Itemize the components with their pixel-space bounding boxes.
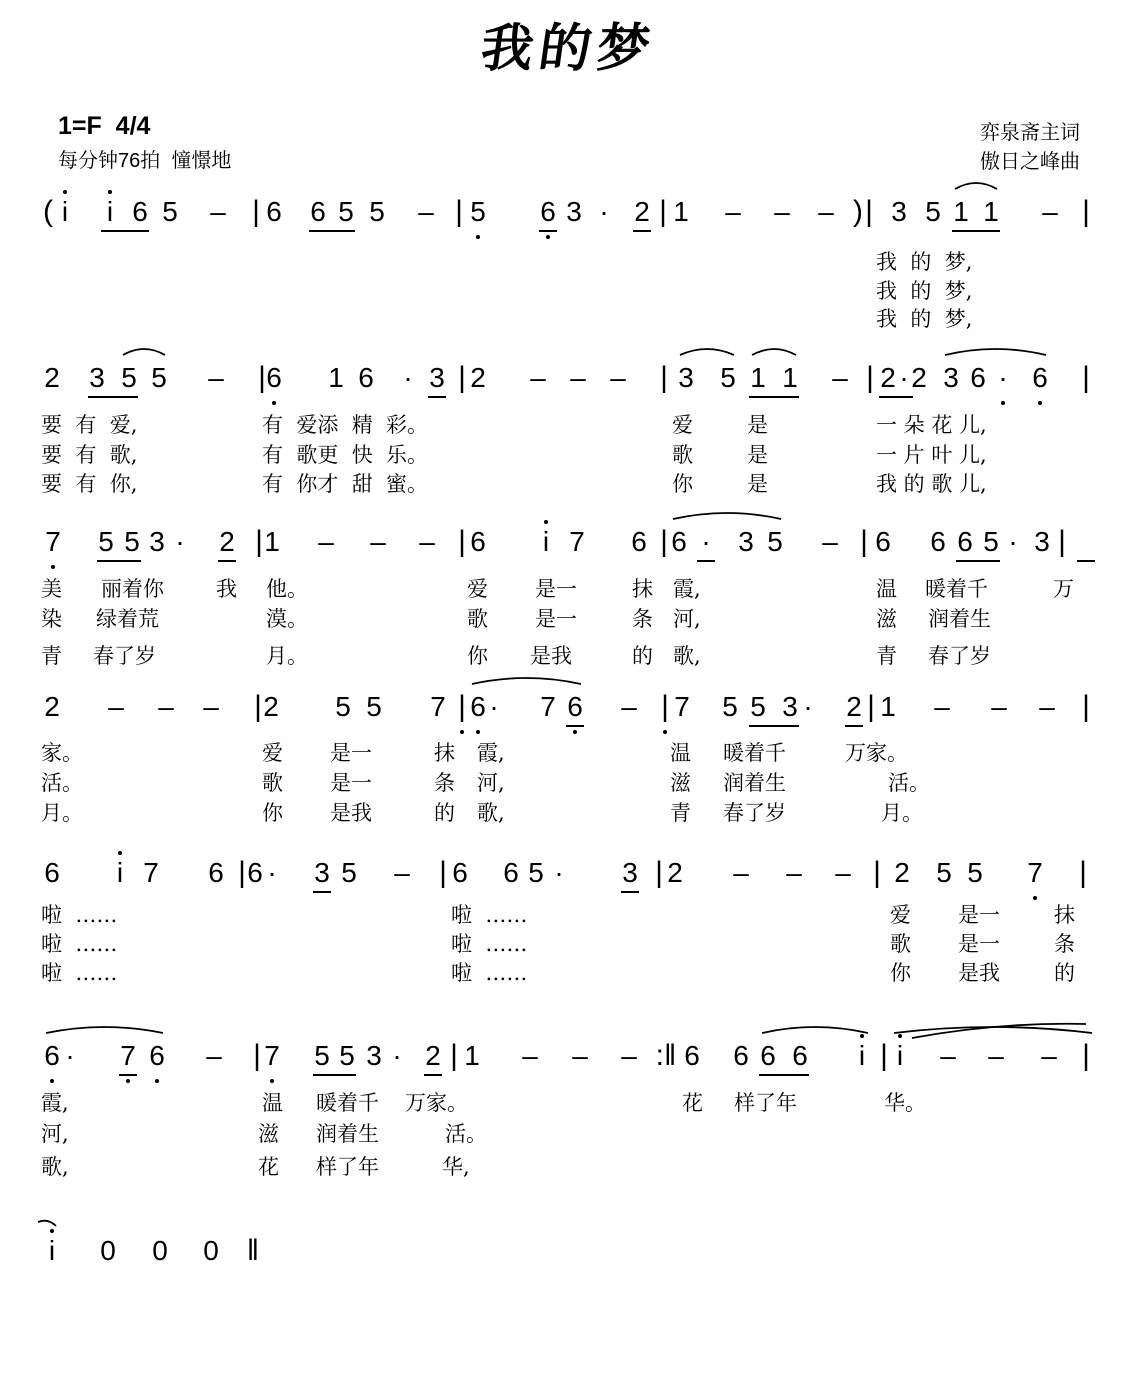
lyric-syllable: 青 (41, 644, 62, 668)
note: 6 (567, 691, 583, 722)
tie-slur (955, 183, 997, 189)
note: – (418, 196, 434, 227)
lyric-syllable: 是一 (535, 577, 577, 601)
note: 5 (121, 362, 137, 393)
barline: | (252, 195, 260, 228)
note: 3 (366, 1040, 382, 1071)
note: – (570, 362, 586, 393)
note: · (65, 1040, 75, 1071)
lyric-syllable: 绿着荒 (96, 607, 159, 631)
note: – (934, 691, 950, 722)
barline: | (860, 525, 868, 558)
tie-slur (472, 678, 581, 684)
note: 6 (957, 526, 973, 557)
note: – (774, 196, 790, 227)
note: 7 (569, 526, 585, 557)
tie-slur (762, 1027, 868, 1033)
barline: | (1082, 1039, 1090, 1072)
lyric-syllable: 华, (442, 1155, 470, 1179)
note: 3 (89, 362, 105, 393)
lyric-syllable: 一 片 叶 儿, (876, 443, 987, 467)
note: 5 (720, 362, 736, 393)
barline: | (458, 361, 466, 394)
note: 6 (760, 1040, 776, 1071)
note: – (786, 857, 802, 888)
barline: | (238, 856, 246, 889)
note: – (108, 691, 124, 722)
tie-slur (673, 513, 781, 519)
lyric-syllable: 我 (216, 577, 237, 601)
lyric-syllable: 样了年 (316, 1155, 379, 1179)
note: – (394, 857, 410, 888)
lyric-syllable: 活。 (41, 771, 83, 795)
note: · (599, 196, 609, 227)
note: 0 (100, 1235, 116, 1266)
lyric-syllable: 要 有 歌, (41, 443, 138, 467)
note: · (489, 691, 499, 722)
note: 6 (149, 1040, 165, 1071)
lyric-syllable: 条 (434, 771, 455, 795)
barline: | (866, 361, 874, 394)
note: – (621, 1040, 637, 1071)
note: · (554, 857, 564, 888)
lyricist-credit: 弈泉斋主词 (980, 122, 1080, 144)
note: – (621, 691, 637, 722)
note: 2 (263, 691, 279, 722)
lyric-line: 我 的 梦, (876, 279, 973, 303)
note: 5 (366, 691, 382, 722)
note: – (818, 196, 834, 227)
tie-slur (912, 1024, 1086, 1038)
lyric-syllable: 抹 (1054, 903, 1075, 927)
note: 1 (983, 196, 999, 227)
note: 7 (264, 1040, 280, 1071)
note: · (267, 857, 277, 888)
note: 3 (314, 857, 330, 888)
barline: | (255, 525, 263, 558)
lyric-syllable: 润着生 (928, 607, 991, 631)
note: 6 (671, 526, 687, 557)
lyric-syllable: 有 爱添 精 彩。 (262, 413, 429, 437)
note: – (210, 196, 226, 227)
lyric-syllable: 样了年 (734, 1091, 797, 1115)
lyric-syllable: 万家。 (845, 741, 908, 765)
barline: | (659, 195, 667, 228)
note: 5 (338, 196, 354, 227)
lyric-syllable: 暖着千 (723, 741, 786, 765)
lyric-syllable: 润着生 (723, 771, 786, 795)
note: 3 (149, 526, 165, 557)
lyric-syllable: 条 (632, 607, 653, 631)
note: 6 (208, 857, 224, 888)
note: 7 (45, 526, 61, 557)
lyric-syllable: 温 (876, 577, 897, 601)
lyric-syllable: 的 (1054, 961, 1075, 985)
note: 2 (894, 857, 910, 888)
note: · (1008, 526, 1018, 557)
note: 6 (540, 196, 556, 227)
note: 6 (470, 526, 486, 557)
barline: | (254, 690, 262, 723)
lyric-syllable: 河, (41, 1122, 69, 1146)
lyric-syllable: 滋 (670, 771, 691, 795)
note: 7 (674, 691, 690, 722)
note: – (940, 1040, 956, 1071)
tie-slur (123, 349, 165, 355)
note: i (858, 1040, 866, 1071)
barline: :‖ (655, 1039, 677, 1072)
tie-slur (680, 349, 734, 355)
lyric-syllable: 有 你才 甜 蜜。 (262, 472, 429, 496)
barline: | (1082, 361, 1090, 394)
note: 1 (328, 362, 344, 393)
note: 5 (750, 691, 766, 722)
note: 6 (631, 526, 647, 557)
lyric-syllable: 月。 (266, 644, 308, 668)
lyric-syllable: 啦 …… (451, 932, 528, 956)
note: – (370, 526, 386, 557)
lyric-syllable: 润着生 (316, 1122, 379, 1146)
lyric-syllable: 要 有 爱, (41, 413, 138, 437)
note: – (733, 857, 749, 888)
lyric-syllable: 啦 …… (41, 961, 118, 985)
lyric-syllable: 温 (670, 741, 691, 765)
note: i (48, 1235, 56, 1266)
lyric-syllable: 春了岁 (723, 801, 786, 825)
lyric-syllable: 春了岁 (928, 644, 991, 668)
lyric-syllable: 是 (747, 443, 768, 467)
note: – (988, 1040, 1004, 1071)
lyric-syllable: 春了岁 (93, 644, 156, 668)
note: – (419, 526, 435, 557)
note: · (403, 362, 413, 393)
lyric-syllable: 你 (672, 472, 693, 496)
lyric-syllable: 抹 (434, 741, 455, 765)
tie-slur (945, 349, 1046, 355)
barline: | (258, 361, 266, 394)
note: – (206, 1040, 222, 1071)
note: – (158, 691, 174, 722)
lyric-syllable: 爱 (467, 577, 488, 601)
tie-slur (38, 1221, 56, 1226)
note: – (572, 1040, 588, 1071)
note: 2 (846, 691, 862, 722)
lyric-syllable: 是一 (958, 903, 1000, 927)
barline: | (1082, 690, 1090, 723)
note: 1 (750, 362, 766, 393)
lyric-syllable: 染 (41, 607, 62, 631)
lyric-syllable: 歌, (41, 1155, 69, 1179)
note: 2 (44, 362, 60, 393)
lyric-syllable: 家。 (41, 741, 83, 765)
lyric-syllable: 温 (262, 1091, 283, 1115)
note: 2 (219, 526, 235, 557)
lyric-syllable: 万 (1053, 577, 1074, 601)
key-signature: 1=F 4/4 (58, 112, 151, 140)
lyric-syllable: 月。 (881, 801, 923, 825)
lyric-syllable: 是 (747, 413, 768, 437)
barline: | (458, 690, 466, 723)
lyric-syllable: 歌 (262, 771, 283, 795)
note: – (203, 691, 219, 722)
note: – (832, 362, 848, 393)
barline: | (655, 856, 663, 889)
note: 2 (880, 362, 896, 393)
lyric-syllable: 是我 (530, 644, 572, 668)
note: 0 (203, 1235, 219, 1266)
note: – (522, 1040, 538, 1071)
lyric-syllable: 霞, (477, 741, 505, 765)
note: 5 (925, 196, 941, 227)
barline: | (660, 525, 668, 558)
note: 6 (310, 196, 326, 227)
note: 1 (673, 196, 689, 227)
lyric-syllable: 一 朵 花 儿, (876, 413, 987, 437)
lyric-syllable: 是一 (330, 771, 372, 795)
note: 6 (470, 691, 486, 722)
note: 2 (667, 857, 683, 888)
note: 6 (684, 1040, 700, 1071)
note: 5 (369, 196, 385, 227)
barline: ) (853, 195, 863, 228)
tie-slur (752, 349, 796, 355)
lyric-syllable: 是我 (330, 801, 372, 825)
note: 5 (528, 857, 544, 888)
note: 3 (429, 362, 445, 393)
note: i (106, 196, 114, 227)
lyric-syllable: 抹 (632, 577, 653, 601)
note: 6 (930, 526, 946, 557)
note: 0 (152, 1235, 168, 1266)
note: 6 (266, 196, 282, 227)
lyric-syllable: 暖着千 (316, 1091, 379, 1115)
lyric-syllable: 爱 (262, 741, 283, 765)
lyric-syllable: 你 (467, 644, 488, 668)
barline: | (1082, 195, 1090, 228)
note: 5 (936, 857, 952, 888)
lyric-syllable: 歌 (890, 932, 911, 956)
barline: | (880, 1039, 888, 1072)
barline: | (253, 1039, 261, 1072)
barline: | (660, 361, 668, 394)
note: 2 (425, 1040, 441, 1071)
lyric-syllable: 美 (41, 577, 62, 601)
note: 5 (314, 1040, 330, 1071)
note: 5 (162, 196, 178, 227)
note: 1 (782, 362, 798, 393)
lyric-syllable: 条 (1054, 932, 1075, 956)
barline: | (1058, 525, 1066, 558)
lyric-syllable: 活。 (445, 1122, 487, 1146)
lyric-syllable: 青 (876, 644, 897, 668)
lyric-line: 我 的 梦, (876, 250, 973, 274)
lyric-syllable: 花 (258, 1155, 279, 1179)
note: 3 (622, 857, 638, 888)
note: 6 (733, 1040, 749, 1071)
note: 6 (792, 1040, 808, 1071)
note: · (392, 1040, 402, 1071)
lyric-syllable: 是 (747, 472, 768, 496)
note: · (803, 691, 813, 722)
note: 5 (124, 526, 140, 557)
note: 5 (341, 857, 357, 888)
barline: | (873, 856, 881, 889)
note: 7 (143, 857, 159, 888)
note: 5 (98, 526, 114, 557)
note: 3 (943, 362, 959, 393)
lyric-syllable: 是我 (958, 961, 1000, 985)
note: 6 (247, 857, 263, 888)
lyric-syllable: 青 (670, 801, 691, 825)
note: 6 (132, 196, 148, 227)
lyric-syllable: 的 (632, 644, 653, 668)
lyric-syllable: 滋 (876, 607, 897, 631)
note: 5 (722, 691, 738, 722)
lyric-syllable: 河, (477, 771, 505, 795)
barline: | (865, 195, 873, 228)
note: – (991, 691, 1007, 722)
note: 1 (264, 526, 280, 557)
note: 3 (782, 691, 798, 722)
lyric-syllable: 霞, (41, 1091, 69, 1115)
lyric-syllable: 是一 (958, 932, 1000, 956)
lyric-syllable: 霞, (673, 577, 701, 601)
lyric-syllable: 丽着你 (101, 577, 164, 601)
composer-credit: 傲日之峰曲 (980, 151, 1080, 173)
note: · (899, 362, 909, 393)
note: – (725, 196, 741, 227)
note: – (1041, 1040, 1057, 1071)
note: i (61, 196, 69, 227)
note: 3 (566, 196, 582, 227)
note: – (1039, 691, 1055, 722)
note: 2 (634, 196, 650, 227)
barline: | (450, 1039, 458, 1072)
lyric-syllable: 月。 (41, 801, 83, 825)
barline: | (439, 856, 447, 889)
note: 3 (738, 526, 754, 557)
note: – (530, 362, 546, 393)
note: 6 (358, 362, 374, 393)
note: 5 (967, 857, 983, 888)
lyric-syllable: 是一 (330, 741, 372, 765)
note: 2 (44, 691, 60, 722)
note: 7 (540, 691, 556, 722)
note: 1 (953, 196, 969, 227)
barline: ( (43, 195, 53, 228)
barline: ‖ (246, 1234, 260, 1267)
note: i (896, 1040, 904, 1071)
lyric-syllable: 啦 …… (451, 961, 528, 985)
lyric-syllable: 河, (673, 607, 701, 631)
tempo-marking: 每分钟76拍 憧憬地 (58, 150, 232, 172)
note: 6 (44, 1040, 60, 1071)
lyric-syllable: 歌 (467, 607, 488, 631)
lyric-line: 我 的 梦, (876, 307, 973, 331)
note: 7 (1027, 857, 1043, 888)
note: · (701, 526, 711, 557)
note: i (116, 857, 124, 888)
barline: | (867, 690, 875, 723)
note: – (318, 526, 334, 557)
barline: | (458, 525, 466, 558)
lyric-syllable: 他。 (266, 577, 308, 601)
note: 1 (464, 1040, 480, 1071)
lyric-syllable: 爱 (672, 413, 693, 437)
lyric-syllable: 歌, (673, 644, 701, 668)
lyric-syllable: 滋 (258, 1122, 279, 1146)
note: 7 (120, 1040, 136, 1071)
note: · (175, 526, 185, 557)
lyric-syllable: 华。 (884, 1091, 926, 1115)
note: – (1042, 196, 1058, 227)
barline: | (661, 690, 669, 723)
note: 2 (470, 362, 486, 393)
note: – (822, 526, 838, 557)
lyric-syllable: 我 的 歌 儿, (876, 472, 987, 496)
barline: | (455, 195, 463, 228)
note: 3 (1034, 526, 1050, 557)
lyric-syllable: 的 (434, 801, 455, 825)
lyric-syllable: 你 (262, 801, 283, 825)
lyric-syllable: 啦 …… (41, 903, 118, 927)
lyric-syllable: 你 (890, 961, 911, 985)
note: – (835, 857, 851, 888)
note: 5 (335, 691, 351, 722)
note: 7 (430, 691, 446, 722)
lyric-syllable: 有 歌更 快 乐。 (262, 443, 429, 467)
note: 5 (767, 526, 783, 557)
note: 5 (339, 1040, 355, 1071)
note: 6 (266, 362, 282, 393)
lyric-syllable: 歌 (672, 443, 693, 467)
lyric-syllable: 爱 (890, 903, 911, 927)
lyric-syllable: 要 有 你, (41, 472, 138, 496)
note: 6 (1032, 362, 1048, 393)
note: 3 (678, 362, 694, 393)
lyric-syllable: 是一 (535, 607, 577, 631)
lyric-syllable: 万家。 (405, 1091, 468, 1115)
note: · (998, 362, 1008, 393)
note: 5 (983, 526, 999, 557)
tie-slur (46, 1027, 163, 1033)
lyric-syllable: 歌, (477, 801, 505, 825)
lyric-syllable: 活。 (888, 771, 930, 795)
note: 5 (151, 362, 167, 393)
note: 1 (880, 691, 896, 722)
note: 5 (470, 196, 486, 227)
lyric-syllable: 啦 …… (451, 903, 528, 927)
lyric-syllable: 暖着千 (925, 577, 988, 601)
lyric-syllable: 啦 …… (41, 932, 118, 956)
note: 6 (503, 857, 519, 888)
barline: | (1079, 856, 1087, 889)
lyric-syllable: 漠。 (266, 607, 308, 631)
note: 6 (452, 857, 468, 888)
note: 2 (911, 362, 927, 393)
note: 6 (875, 526, 891, 557)
note: – (208, 362, 224, 393)
note: 3 (891, 196, 907, 227)
note: 6 (44, 857, 60, 888)
note: 6 (970, 362, 986, 393)
lyric-syllable: 花 (682, 1091, 703, 1115)
song-title: 我的梦 (476, 18, 660, 79)
note: i (542, 526, 550, 557)
note: – (610, 362, 626, 393)
